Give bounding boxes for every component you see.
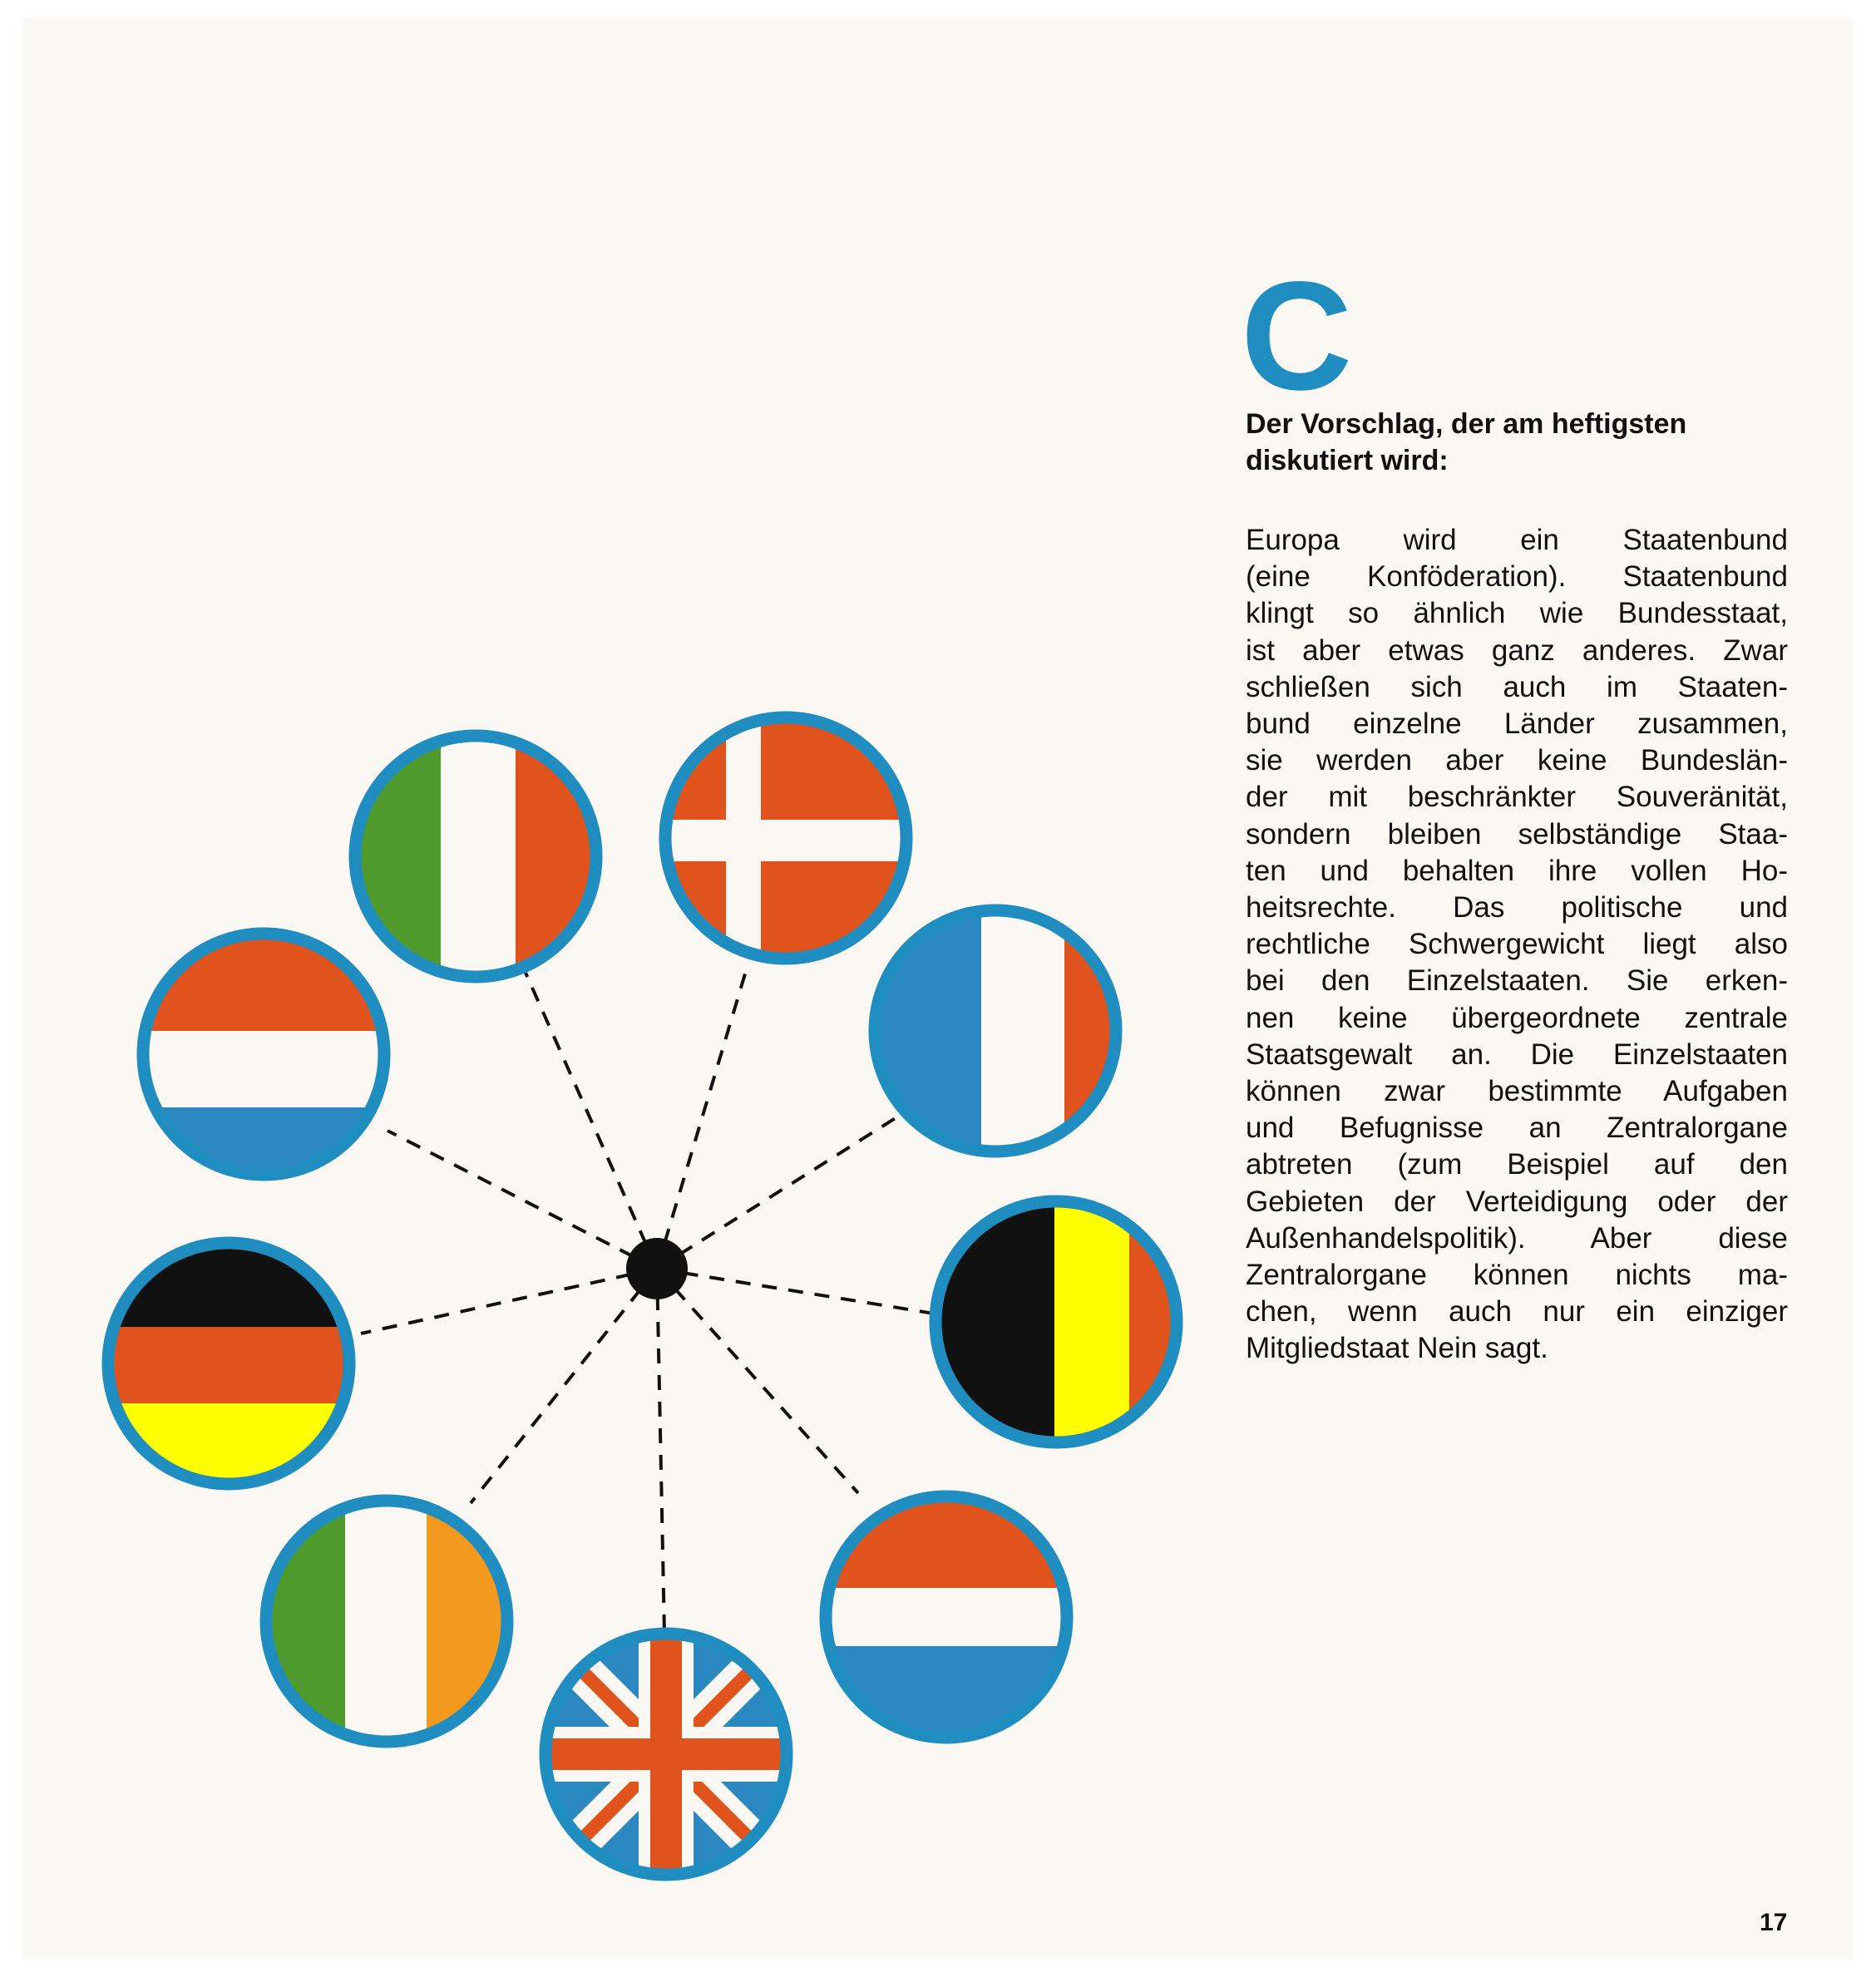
body-line: Zentralorgane können nichts ma-: [1246, 1259, 1788, 1292]
section-heading: Der Vorschlag, der am heftigsten diskutiert wird:: [1246, 408, 1687, 476]
body-line: und Befugnisse an Zentralorgane: [1246, 1112, 1788, 1145]
section-letter: C: [1241, 250, 1353, 422]
spoke-france: [657, 1109, 910, 1269]
spoke-united-kingdom: [657, 1269, 664, 1634]
body-line: bund einzelne Länder zusammen,: [1246, 707, 1788, 741]
body-line: heitsrechte. Das politische und: [1246, 891, 1788, 924]
france-flag-icon: [873, 906, 1131, 1156]
netherlands-flag-icon: [137, 929, 387, 1182]
belgium-flag-icon: [931, 1197, 1187, 1447]
spoke-netherlands-upper: [388, 1131, 657, 1269]
ireland-flag-icon: [262, 1496, 510, 1746]
union-jack-flag-icon: [541, 1629, 790, 1879]
germany-flag-icon: [104, 1239, 353, 1488]
body-line: (eine Konföderation). Staatenbund: [1246, 560, 1788, 594]
hub-dot-icon: [626, 1238, 688, 1299]
body-line: klingt so ähnlich wie Bundesstaat,: [1246, 597, 1788, 630]
page-number: 17: [1760, 1909, 1788, 1936]
body-line: Gebieten der Verteidigung oder der: [1246, 1185, 1788, 1218]
body-line: Außenhandelspolitik). Aber diese: [1246, 1221, 1788, 1255]
italy-flag-icon: [349, 732, 607, 981]
spoke-germany: [361, 1269, 657, 1334]
spoke-netherlands-lower: [657, 1269, 858, 1493]
body-line: Europa wird ein Staatenbund: [1246, 524, 1788, 556]
body-line: abtreten (zum Beispiel auf den: [1246, 1148, 1788, 1181]
body-paragraph: [1246, 522, 1788, 1368]
body-line: bei den Einzelstaaten. Sie erken-: [1246, 964, 1788, 998]
body-line: Mitgliedstaat Nein sagt.: [1246, 1332, 1548, 1365]
body-line: schließen sich auch im Staaten-: [1246, 670, 1788, 703]
body-line: können zwar bestimmte Aufgaben: [1246, 1075, 1788, 1108]
body-line: der mit beschränkter Souveränität,: [1246, 781, 1788, 814]
body-line: nen keine übergeordnete zentrale: [1246, 1001, 1788, 1034]
netherlands-flag-icon: [823, 1492, 1073, 1746]
spoke-belgium: [657, 1269, 955, 1317]
body-line: ist aber etwas ganz anderes. Zwar: [1246, 634, 1788, 667]
body-line: chen, wenn auch nur ein einziger: [1246, 1295, 1788, 1329]
body-line: sie werden aber keine Bundeslän-: [1246, 744, 1788, 777]
body-line: sondern bleiben selbständige Staa-: [1246, 817, 1788, 850]
spoke-denmark: [657, 971, 746, 1269]
body-line: Staatsgewalt an. Die Einzelstaaten: [1246, 1038, 1788, 1071]
denmark-flag-icon: [665, 715, 915, 964]
spoke-italy: [526, 973, 657, 1269]
body-line: ten und behalten ihre vollen Ho-: [1246, 854, 1788, 887]
body-line: rechtliche Schwergewicht liegt also: [1246, 928, 1788, 961]
